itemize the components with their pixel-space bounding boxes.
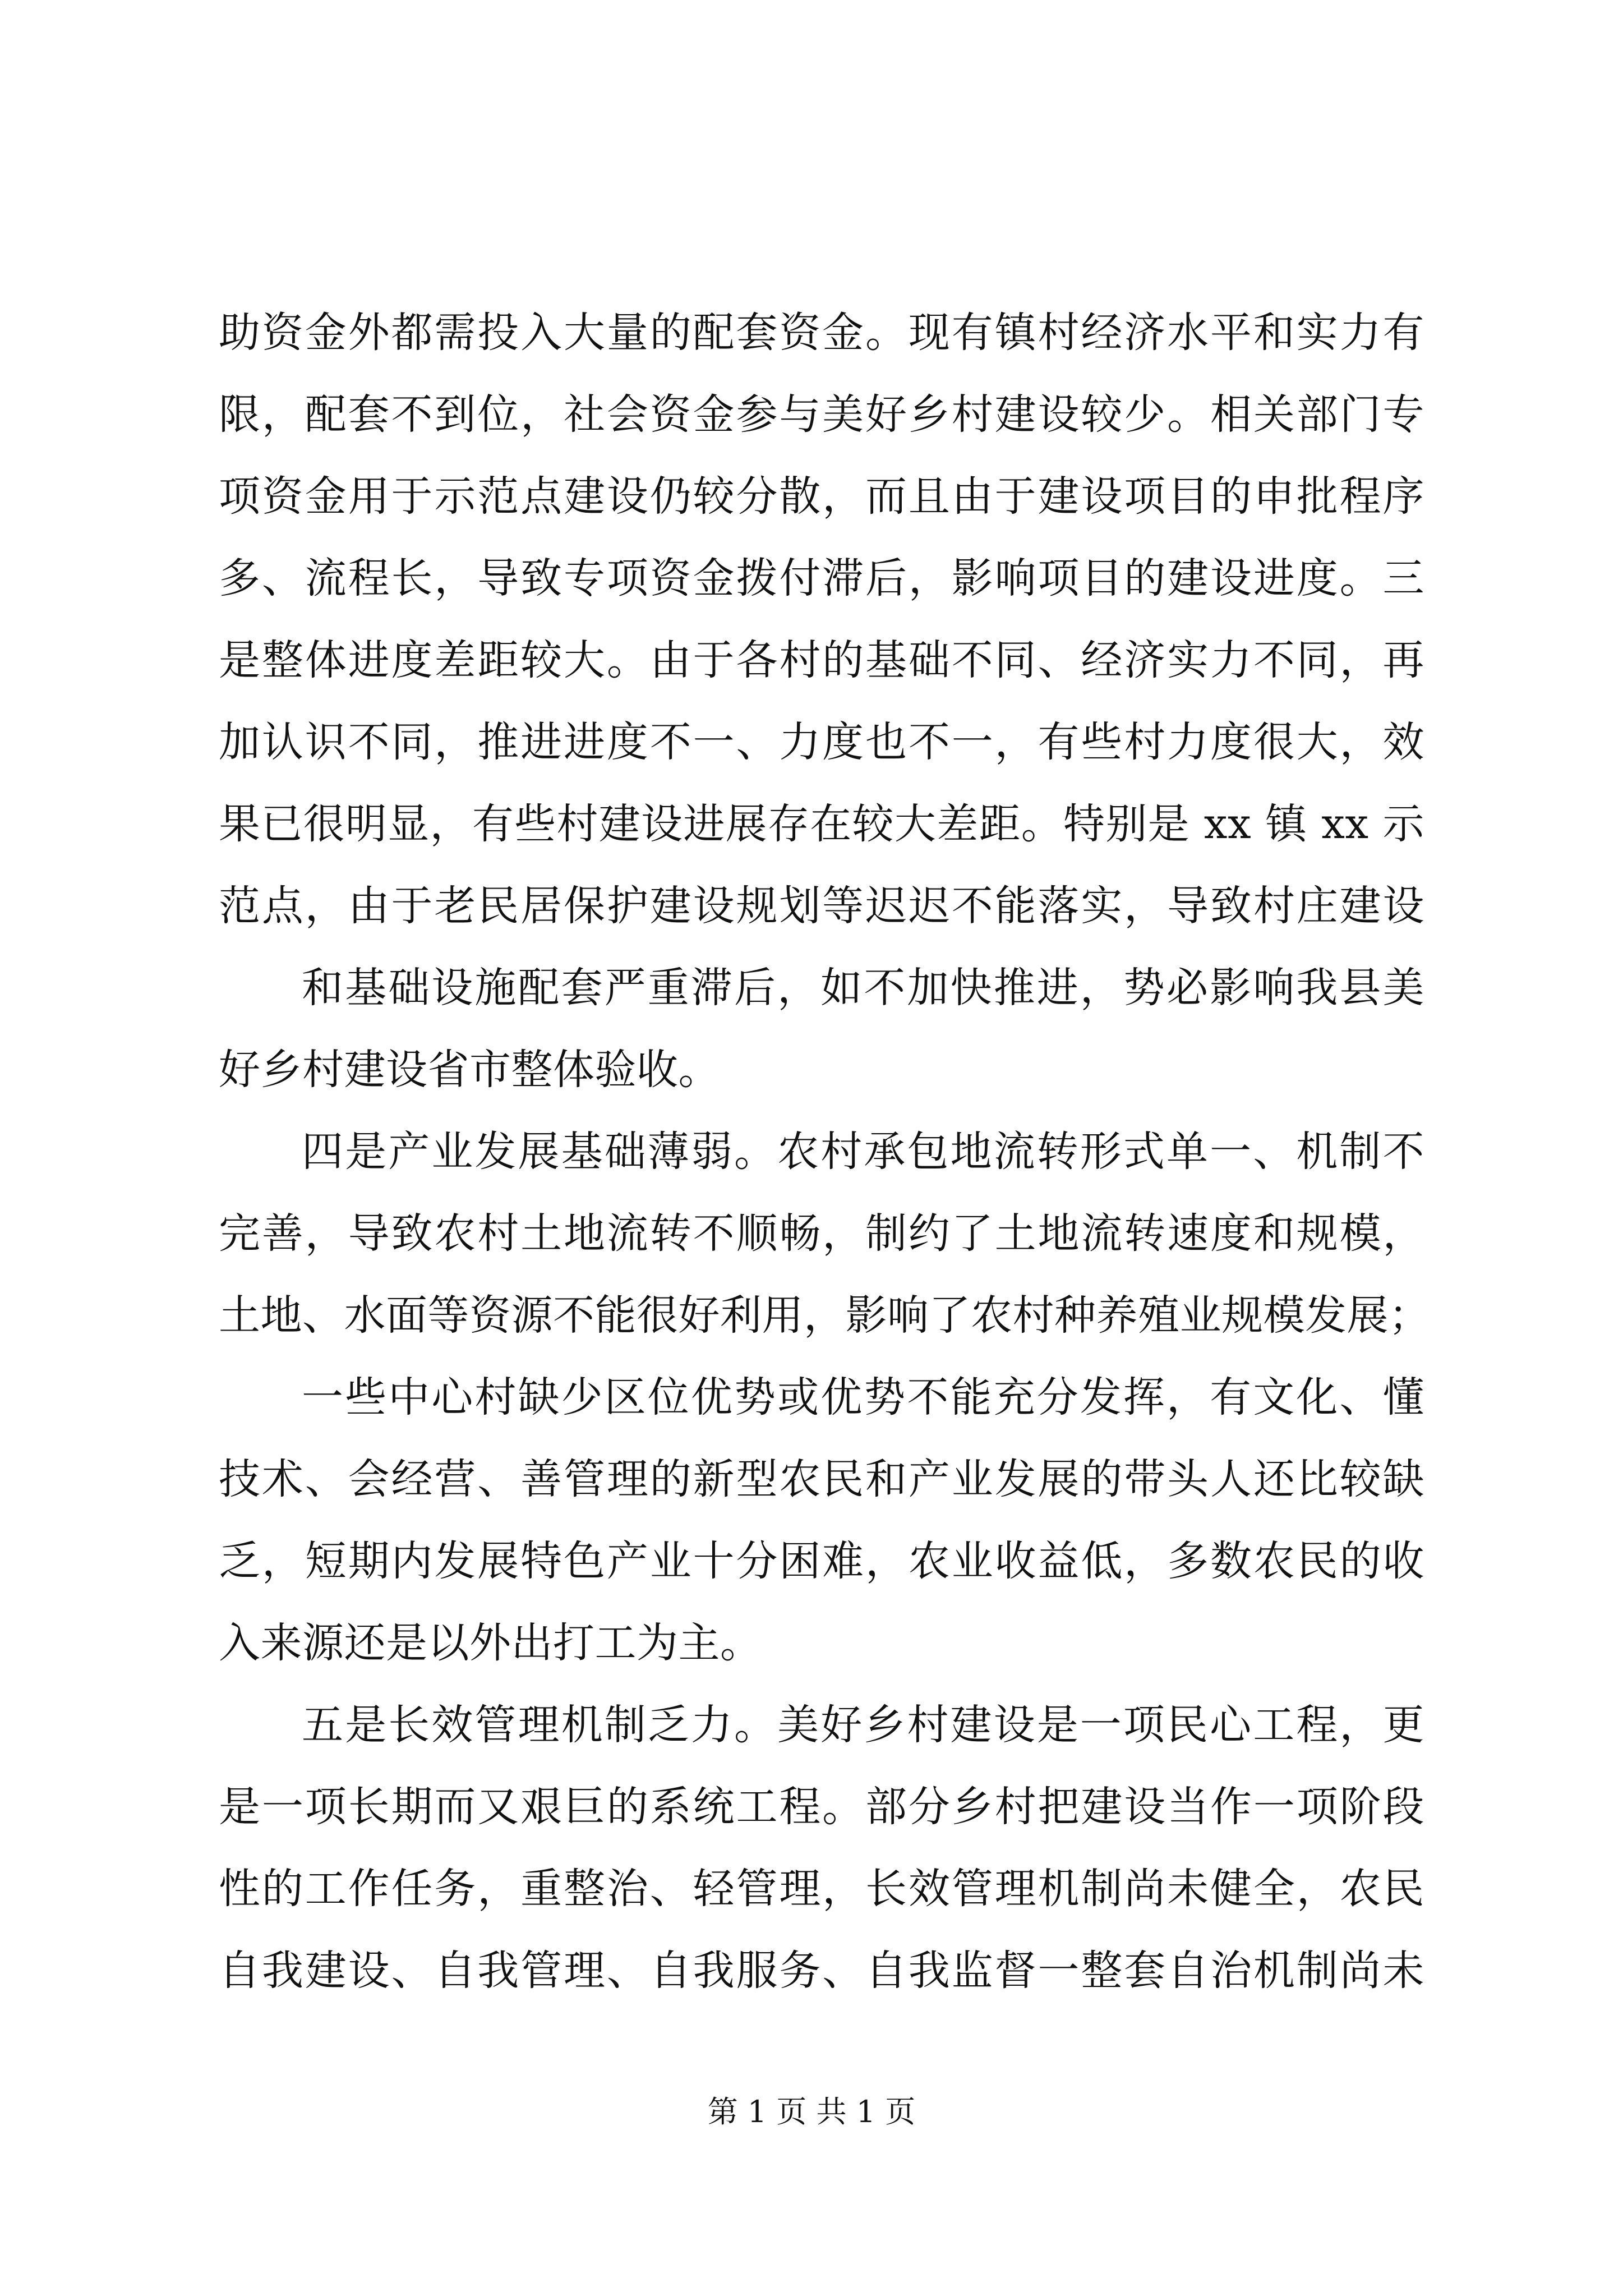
text-line: 果已很明显，有些村建设进展存在较大差距。特别是 xx 镇 xx 示 [219, 800, 1424, 848]
text-line: 技术、会经营、善管理的新型农民和产业发展的带头人还比较缺 [219, 1455, 1424, 1503]
text-line: 好乡村建设省市整体验收。 [219, 1046, 720, 1094]
text-line: 加认识不同，推进进度不一、力度也不一，有些村力度很大，效 [219, 718, 1424, 766]
text-line: 多、流程长，导致专项资金拨付滞后，影响项目的建设进度。三 [219, 554, 1424, 602]
text-line: 四是产业发展基础薄弱。农村承包地流转形式单一、机制不 [302, 1128, 1424, 1176]
text-line: 是一项长期而又艰巨的系统工程。部分乡村把建设当作一项阶段 [219, 1783, 1424, 1831]
text-line: 范点，由于老民居保护建设规划等迟迟不能落实，导致村庄建设 [219, 882, 1424, 930]
page-footer: 第 1 页 共 1 页 [707, 2094, 916, 2129]
text-line: 和基础设施配套严重滞后，如不加快推进，势必影响我县美 [302, 964, 1424, 1012]
text-line: 一些中心村缺少区位优势或优势不能充分发挥，有文化、懂 [302, 1373, 1424, 1421]
text-line: 乏，短期内发展特色产业十分困难，农业收益低，多数农民的收 [219, 1537, 1424, 1585]
text-line: 限，配套不到位，社会资金参与美好乡村建设较少。相关部门专 [219, 390, 1424, 439]
text-line: 性的工作任务，重整治、轻管理，长效管理机制尚未健全，农民 [219, 1865, 1424, 1913]
text-line: 土地、水面等资源不能很好利用，影响了农村种养殖业规模发展； [219, 1291, 1431, 1340]
text-line: 五是长效管理机制乏力。美好乡村建设是一项民心工程，更 [302, 1701, 1424, 1749]
text-line: 完善，导致农村土地流转不顺畅，制约了土地流转速度和规模， [219, 1209, 1424, 1258]
text-line: 自我建设、自我管理、自我服务、自我监督一整套自治机制尚未 [219, 1947, 1424, 1995]
text-line: 助资金外都需投入大量的配套资金。现有镇村经济水平和实力有 [219, 309, 1424, 357]
document-body [219, 292, 1431, 2012]
text-line: 是整体进度差距较大。由于各村的基础不同、经济实力不同，再 [219, 636, 1424, 684]
text-line: 入来源还是以外出打工为主。 [219, 1619, 762, 1667]
text-line: 项资金用于示范点建设仍较分散，而且由于建设项目的申批程序 [219, 472, 1424, 521]
